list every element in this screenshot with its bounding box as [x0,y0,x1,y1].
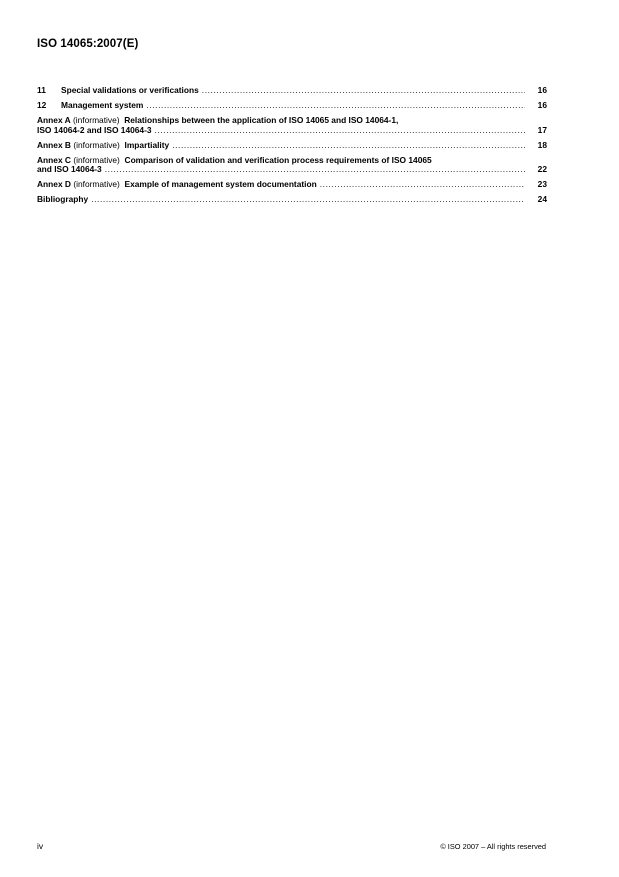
annex-qualifier: (informative) [73,155,120,165]
toc-entry-page: 16 [537,85,547,95]
toc-entry-page: 16 [537,99,547,110]
annex-label: Annex C [37,155,71,165]
toc-entry-title-continued: ISO 14064-2 and ISO 14064-3 [37,124,152,135]
toc-entry-title: Example of management system documentation [124,180,317,190]
toc-entry-number: 11 [37,86,46,95]
toc-entry-title: Management system [61,100,144,110]
toc-entry-annex-c[interactable] [37,156,547,175]
page-number: iv [37,841,44,851]
toc-entry-bibliography[interactable] [37,195,547,205]
annex-label: Annex D [37,180,71,190]
toc-entry-annex-a[interactable] [37,116,547,135]
toc-entry-page: 17 [537,124,547,135]
annex-label: Annex A [37,115,71,125]
annex-qualifier: (informative) [73,140,120,150]
toc-entry-annex-b[interactable] [37,141,547,151]
toc-entry-annex-d[interactable] [37,180,547,190]
toc-entry-title-continued: and ISO 14064-3 [37,164,102,175]
toc-entry-title: Comparison of validation and verification process requirements of ISO 14065 [124,155,432,165]
document-header: ISO 14065:2007(E) [37,38,139,50]
toc-entry-number: 12 [37,100,47,110]
annex-label: Annex B [37,140,71,150]
toc-entry-11[interactable] [37,86,547,96]
toc-entry-title: Relationships between the application of ISO 14065 and ISO 14064-1, [124,115,399,125]
toc-entry-page: 24 [537,194,547,205]
annex-qualifier: (informative) [73,115,120,125]
annex-qualifier: (informative) [73,180,120,190]
toc-entry-12[interactable] [37,101,547,111]
toc-entry-title: Special validations or verifications [61,86,199,95]
toc-entry-page: 22 [537,164,547,175]
toc-entry-title: Impartiality [124,140,170,150]
table-of-contents [37,86,547,210]
copyright-notice: © ISO 2007 – All rights reserved [440,842,546,851]
toc-entry-page: 18 [537,139,547,150]
toc-entry-title: Bibliography [37,195,89,205]
toc-entry-page: 23 [537,179,547,190]
